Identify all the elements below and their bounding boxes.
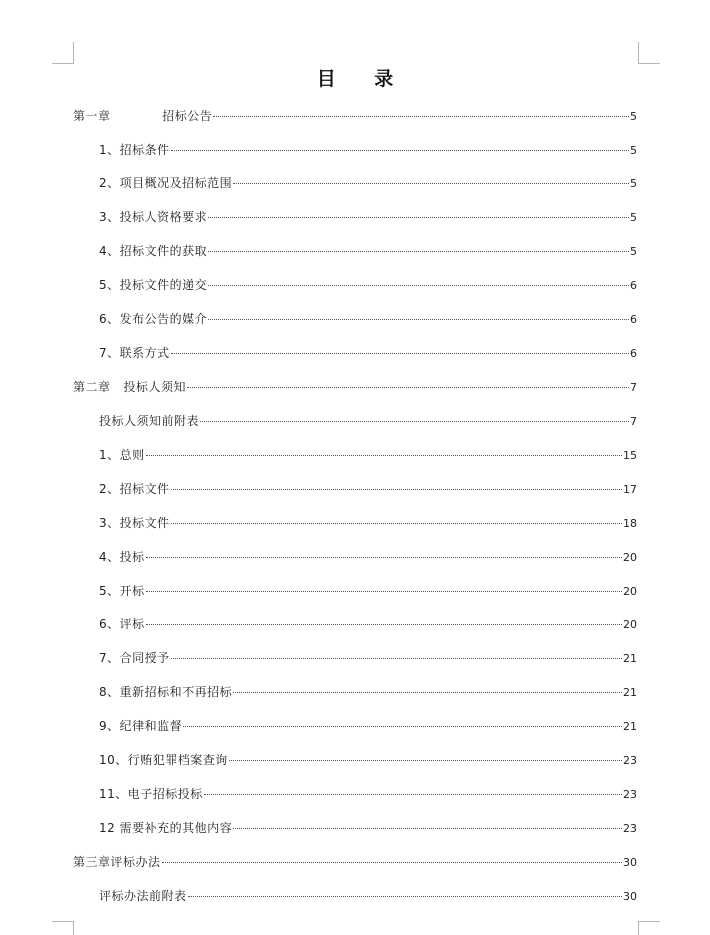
toc-entry-label: 投标人须知前附表 bbox=[99, 414, 200, 428]
toc-entry-page: 5 bbox=[630, 144, 637, 157]
dot-leader bbox=[233, 828, 622, 829]
dot-leader bbox=[233, 183, 629, 184]
toc-entry[interactable] bbox=[99, 209, 637, 225]
toc-entry-label: 第三章评标办法 bbox=[73, 855, 161, 869]
dot-leader bbox=[183, 726, 622, 727]
dot-leader bbox=[146, 591, 622, 592]
dot-leader bbox=[171, 658, 622, 659]
dot-leader bbox=[208, 251, 629, 252]
toc-entry-page: 7 bbox=[630, 381, 637, 394]
dot-leader bbox=[208, 217, 629, 218]
toc-entry-page: 5 bbox=[630, 110, 637, 123]
dot-leader bbox=[171, 489, 622, 490]
toc-entry-page: 30 bbox=[623, 856, 637, 869]
dot-leader bbox=[229, 760, 622, 761]
toc-entry-label: 6、发布公告的媒介 bbox=[99, 312, 208, 326]
toc-entry-label: 11、电子招标投标 bbox=[99, 787, 203, 801]
toc-entry-label: 第一章 招标公告 bbox=[73, 109, 213, 123]
toc-entry-label: 5、投标文件的递交 bbox=[99, 278, 208, 292]
dot-leader bbox=[213, 116, 629, 117]
toc-entry-page: 21 bbox=[623, 652, 637, 665]
toc-entry-label: 10、行贿犯罪档案查询 bbox=[99, 753, 228, 767]
toc-entry-page: 23 bbox=[623, 788, 637, 801]
toc-entry[interactable] bbox=[99, 447, 637, 463]
toc-entry-page: 15 bbox=[623, 449, 637, 462]
dot-leader bbox=[162, 862, 622, 863]
toc-entry[interactable] bbox=[99, 549, 637, 565]
toc-entry-page: 20 bbox=[623, 618, 637, 631]
dot-leader bbox=[171, 150, 629, 151]
toc-entry-label: 1、总则 bbox=[99, 448, 145, 462]
toc-entry[interactable] bbox=[99, 718, 637, 734]
toc-entry[interactable] bbox=[99, 481, 637, 497]
toc-entry-label: 2、招标文件 bbox=[99, 482, 170, 496]
toc-entry[interactable] bbox=[99, 277, 637, 293]
toc-entry[interactable] bbox=[99, 175, 637, 191]
toc-entry-page: 18 bbox=[623, 517, 637, 530]
toc-entry[interactable] bbox=[99, 515, 637, 531]
toc-entry-page: 5 bbox=[630, 245, 637, 258]
toc-entry[interactable] bbox=[99, 413, 637, 429]
toc-entry-page: 20 bbox=[623, 585, 637, 598]
toc-entry[interactable] bbox=[99, 820, 637, 836]
toc-entry-label: 8、重新招标和不再招标 bbox=[99, 685, 233, 699]
dot-leader bbox=[188, 896, 622, 897]
toc-entry-chapter-2[interactable] bbox=[73, 379, 637, 395]
toc-entry[interactable] bbox=[99, 786, 637, 802]
dot-leader bbox=[146, 455, 622, 456]
dot-leader bbox=[171, 353, 629, 354]
dot-leader bbox=[208, 285, 629, 286]
toc-entry[interactable] bbox=[99, 752, 637, 768]
toc-entry-page: 17 bbox=[623, 483, 637, 496]
toc-entry[interactable] bbox=[99, 888, 637, 904]
dot-leader bbox=[187, 387, 629, 388]
dot-leader bbox=[200, 421, 629, 422]
toc-entry-label: 3、投标人资格要求 bbox=[99, 210, 208, 224]
toc-entry-label: 3、投标文件 bbox=[99, 516, 170, 530]
toc-entry-page: 6 bbox=[630, 279, 637, 292]
toc-entry-chapter-3[interactable] bbox=[73, 854, 637, 870]
toc-entry-label: 第二章 投标人须知 bbox=[73, 380, 186, 394]
dot-leader bbox=[204, 794, 622, 795]
toc-title: 目 录 bbox=[316, 68, 410, 90]
toc-entry-page: 21 bbox=[623, 720, 637, 733]
dot-leader bbox=[171, 523, 622, 524]
toc-entry-page: 5 bbox=[630, 211, 637, 224]
toc-entry[interactable] bbox=[99, 243, 637, 259]
toc-entry-page: 23 bbox=[623, 754, 637, 767]
toc-entry-label: 2、项目概况及招标范围 bbox=[99, 176, 233, 190]
toc-entry-page: 6 bbox=[630, 313, 637, 326]
toc-entry-chapter-1[interactable] bbox=[73, 108, 637, 124]
toc-entry-page: 20 bbox=[623, 551, 637, 564]
toc-entry[interactable] bbox=[99, 616, 637, 632]
dot-leader bbox=[208, 319, 629, 320]
toc-entry-label: 4、招标文件的获取 bbox=[99, 244, 208, 258]
toc-entry-label: 评标办法前附表 bbox=[99, 889, 187, 903]
toc-entry-page: 5 bbox=[630, 177, 637, 190]
toc-entry-page: 6 bbox=[630, 347, 637, 360]
dot-leader bbox=[233, 692, 622, 693]
toc-entry[interactable] bbox=[99, 684, 637, 700]
toc-entry[interactable] bbox=[99, 142, 637, 158]
toc-entry-label: 9、纪律和监督 bbox=[99, 719, 183, 733]
toc-entry-label: 7、合同授予 bbox=[99, 651, 170, 665]
toc-entry[interactable] bbox=[99, 311, 637, 327]
toc-entry-label: 5、开标 bbox=[99, 584, 145, 598]
toc-entry-page: 21 bbox=[623, 686, 637, 699]
toc-entry-page: 30 bbox=[623, 890, 637, 903]
toc-entry[interactable] bbox=[99, 650, 637, 666]
toc-entry-label: 1、招标条件 bbox=[99, 143, 170, 157]
dot-leader bbox=[146, 557, 622, 558]
toc-entry-page: 7 bbox=[630, 415, 637, 428]
toc-entry-label: 4、投标 bbox=[99, 550, 145, 564]
toc-entry-label: 12 需要补充的其他内容 bbox=[99, 821, 233, 835]
dot-leader bbox=[146, 624, 622, 625]
toc-entry-label: 7、联系方式 bbox=[99, 346, 170, 360]
toc-entry-page: 23 bbox=[623, 822, 637, 835]
toc-entry-label: 6、评标 bbox=[99, 617, 145, 631]
toc-entry[interactable] bbox=[99, 583, 637, 599]
toc-entry[interactable] bbox=[99, 345, 637, 361]
